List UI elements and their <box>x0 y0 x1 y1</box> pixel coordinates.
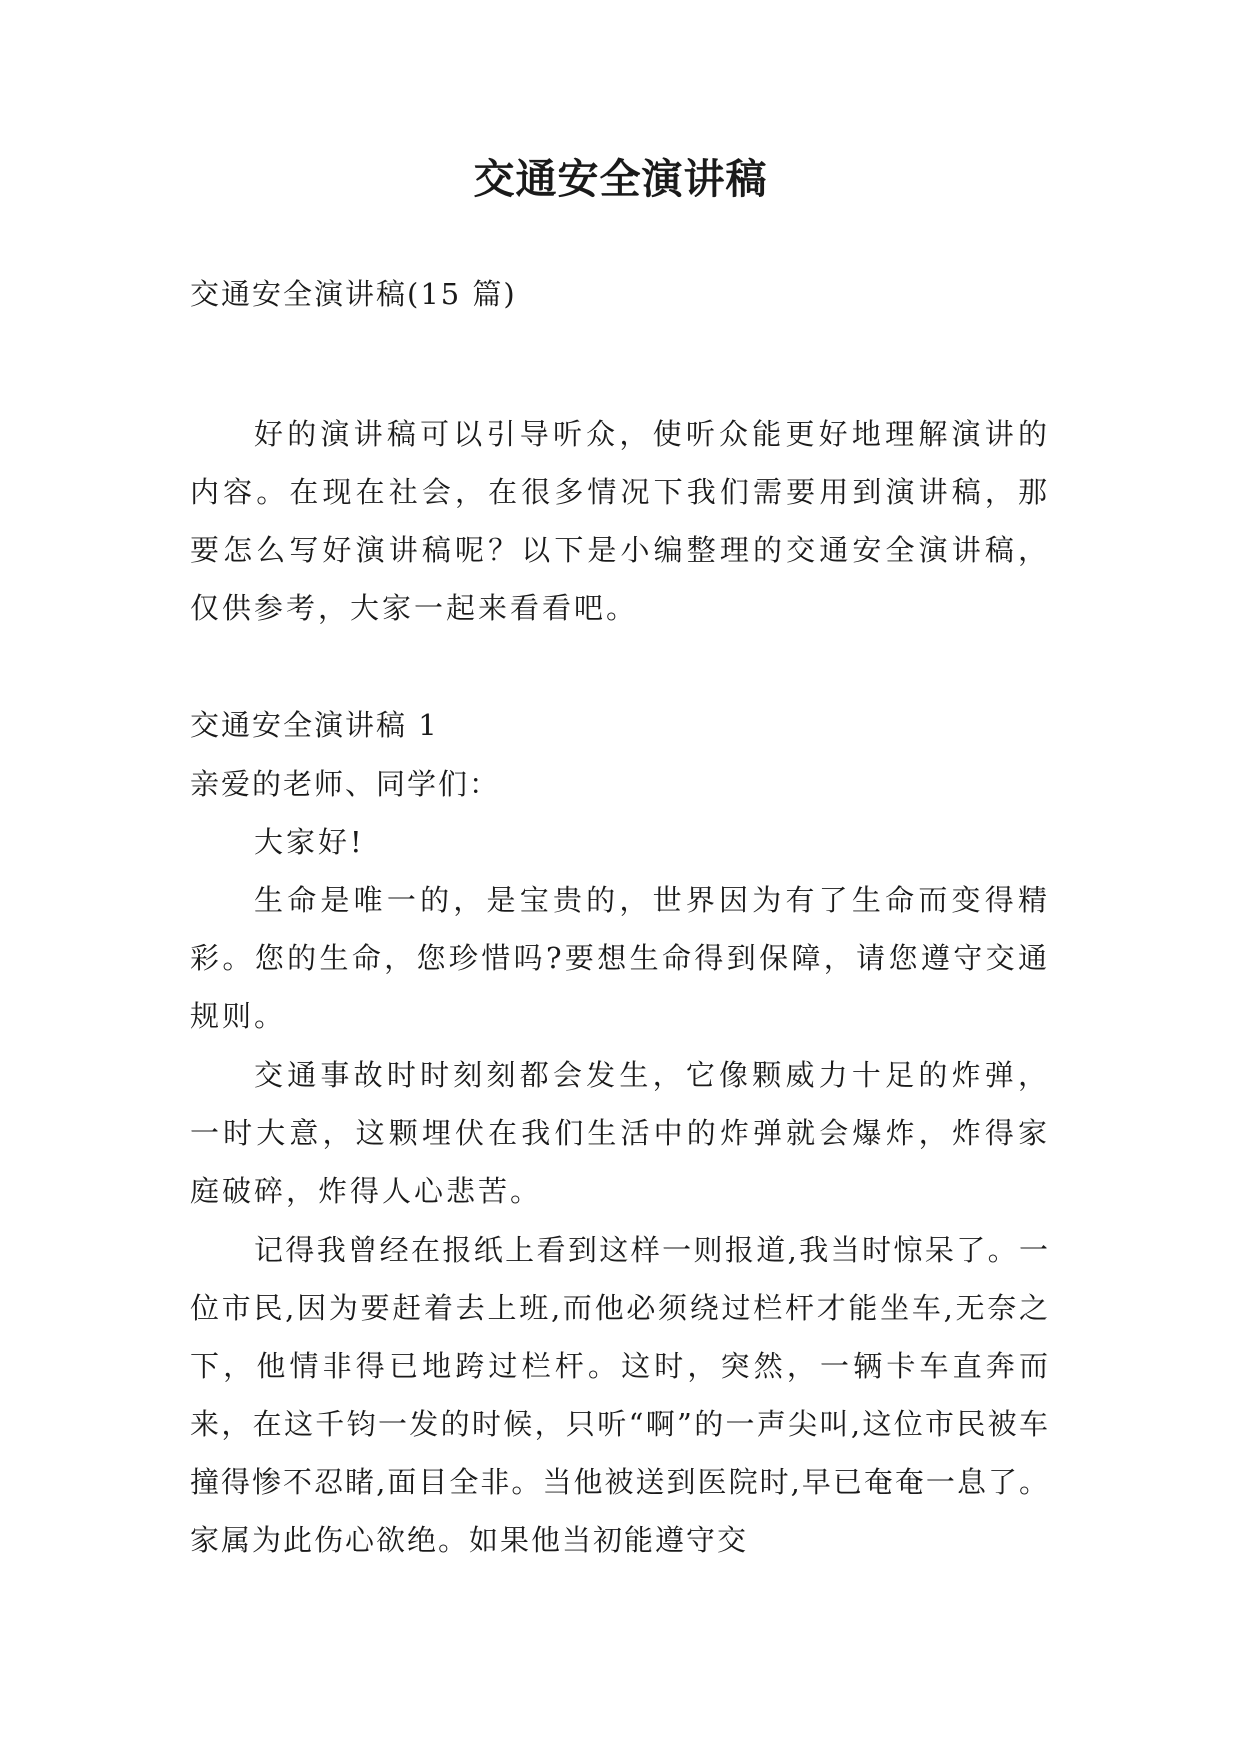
body-paragraph: 记得我曾经在报纸上看到这样一则报道,我当时惊呆了。一位市民,因为要赶着去上班,而他必须绕过栏杆才能坐车,无奈之下，他情非得已地跨过栏杆。这时，突然，一辆卡车直奔而来，在这千钧一发的时候，只听“啊”的一声尖叫,这位市民被车撞得惨不忍睹,面目全非。当他被送到医院时,早已奄奄一息了。家属为此伤心欲绝。如果他当初能遵守交 <box>190 1233 1050 1557</box>
body-paragraph: 交通事故时时刻刻都会发生，它像颗威力十足的炸弹，一时大意，这颗埋伏在我们生活中的炸弹就会爆炸，炸得家庭破碎，炸得人心悲苦。 <box>190 1058 1050 1208</box>
greeting-line: 大家好! <box>254 825 365 859</box>
body-paragraph: 生命是唯一的，是宝贵的，世界因为有了生命而变得精彩。您的生命，您珍惜吗?要想生命得到保障，请您遵守交通规则。 <box>190 883 1050 1033</box>
document-title: 交通安全演讲稿 <box>473 155 768 203</box>
section-title: 交通安全演讲稿 1 <box>190 708 439 742</box>
document-subtitle: 交通安全演讲稿(15 篇) <box>190 277 517 311</box>
intro-paragraph: 好的演讲稿可以引导听众，使听众能更好地理解演讲的内容。在现在社会，在很多情况下我们需要用到演讲稿，那要怎么写好演讲稿呢？以下是小编整理的交通安全演讲稿，仅供参考，大家一起来看看吧。 <box>190 417 1050 625</box>
salutation: 亲爱的老师、同学们： <box>190 767 501 801</box>
